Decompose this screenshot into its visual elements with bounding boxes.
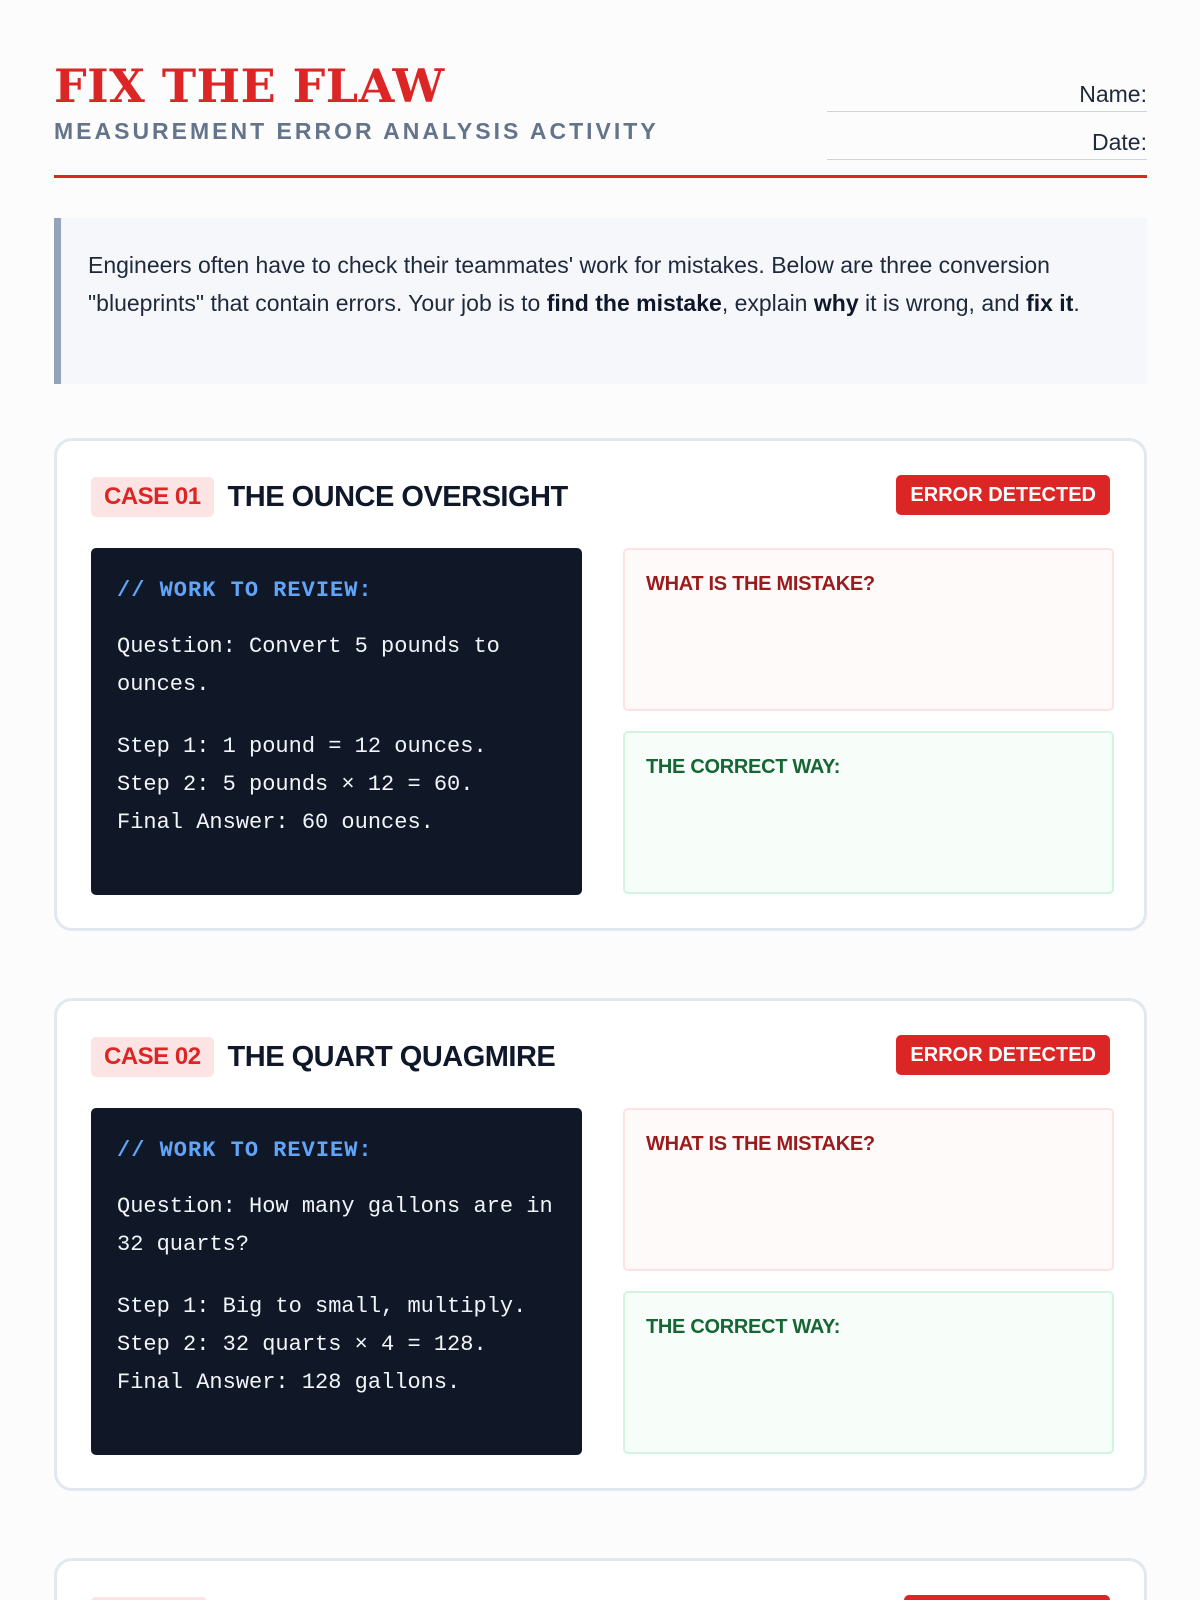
error-badge: ERROR DETECTED	[896, 475, 1110, 515]
page-title: FIX THE FLAW	[54, 59, 445, 113]
case-title: THE OUNCE OVERSIGHT	[227, 480, 568, 513]
header	[54, 0, 1147, 178]
case-header	[91, 1037, 555, 1077]
code-answer: Final Answer: 60 ounces.	[117, 810, 434, 835]
worksheet-page	[54, 0, 1147, 1395]
case-card-partial	[54, 1558, 1147, 1600]
intro-part: .	[1073, 290, 1080, 316]
mistake-label: WHAT IS THE MISTAKE?	[646, 573, 875, 595]
case-title: THE QUART QUAGMIRE	[227, 1040, 556, 1073]
name-field[interactable]	[827, 64, 1147, 112]
intro-bold: why	[813, 290, 859, 316]
intro-bold: find the mistake	[546, 290, 722, 316]
mistake-label: WHAT IS THE MISTAKE?	[646, 1133, 875, 1155]
code-step: Step 2: 32 quarts × 4 = 128.	[117, 1332, 487, 1357]
case-header	[91, 477, 568, 517]
code-step: Step 1: 1 pound = 12 ounces.	[117, 734, 487, 759]
mistake-answer-box[interactable]	[623, 1108, 1114, 1271]
correct-way-answer-box[interactable]	[623, 1291, 1114, 1454]
code-answer: Final Answer: 128 gallons.	[117, 1370, 461, 1395]
date-field[interactable]	[827, 112, 1147, 160]
code-question: Question: How many gallons are in 32 quarts?	[117, 1194, 566, 1257]
case-card	[54, 438, 1147, 931]
intro-part: Engineers often have to check their teammates' work for mistakes. Below are three conversion "blueprints" that contain errors. Your job is to	[88, 252, 1050, 316]
code-step: Step 2: 5 pounds × 12 = 60.	[117, 772, 474, 797]
work-to-review-block	[91, 548, 582, 895]
intro-part: it is wrong, and	[858, 290, 1027, 316]
name-label: Name:	[1079, 81, 1147, 107]
case-tag: CASE 02	[91, 1037, 214, 1077]
work-to-review-block	[91, 1108, 582, 1455]
case-tag: CASE 01	[91, 477, 214, 517]
student-fields	[827, 64, 1147, 160]
date-label: Date:	[1092, 129, 1147, 155]
code-comment: // WORK TO REVIEW:	[117, 1138, 373, 1163]
code-question: Question: Convert 5 pounds to ounces.	[117, 634, 514, 697]
page-subtitle: MEASUREMENT ERROR ANALYSIS ACTIVITY	[54, 118, 659, 144]
correct-way-answer-box[interactable]	[623, 731, 1114, 894]
mistake-answer-box[interactable]	[623, 548, 1114, 711]
intro-part: , explain	[721, 290, 814, 316]
code-step: Step 1: Big to small, multiply.	[117, 1294, 527, 1319]
intro-bold: fix it	[1026, 290, 1074, 316]
case-card	[54, 998, 1147, 1491]
correct-way-label: THE CORRECT WAY:	[646, 756, 841, 778]
error-badge: ERROR DETECTED	[896, 1035, 1110, 1075]
error-badge	[904, 1595, 1110, 1600]
code-comment: // WORK TO REVIEW:	[117, 578, 373, 603]
intro-text	[54, 218, 1147, 384]
correct-way-label: THE CORRECT WAY:	[646, 1316, 841, 1338]
